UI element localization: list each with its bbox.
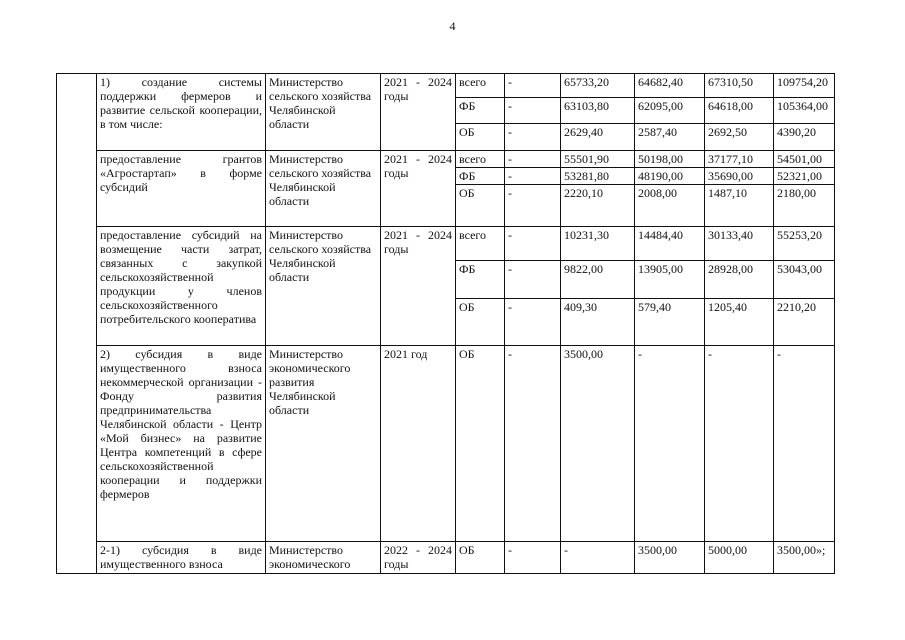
dash-cell: - xyxy=(505,542,561,574)
row-period: 2022 - 2024 годы xyxy=(381,542,456,574)
value-cell: 105364,00 xyxy=(774,98,835,124)
value-cell: - xyxy=(705,346,774,542)
row-name: предоставление субсидий на возмещение части затрат, связанных с закупкой сельскохозяйственной продукции у членов сельскохозяйственного потребительского кооператива xyxy=(97,227,266,346)
value-cell: 2220,10 xyxy=(561,185,635,227)
row-organization: Министерство сельского хозяйства Челябинской области xyxy=(266,227,381,346)
row-organization: Министерство экономического xyxy=(266,542,381,574)
value-cell: 109754,20 xyxy=(774,74,835,98)
value-cell: - xyxy=(774,346,835,542)
row-organization: Министерство сельского хозяйства Челябинской области xyxy=(266,74,381,151)
row-name: 2-1) субсидия в виде имущественного взноса xyxy=(97,542,266,574)
value-cell: 14484,40 xyxy=(635,227,705,261)
row-organization: Министерство сельского хозяйства Челябинской области xyxy=(266,151,381,227)
page-number: 4 xyxy=(449,19,456,33)
row-period: 2021 - 2024 годы xyxy=(381,151,456,227)
value-cell: 2587,40 xyxy=(635,124,705,151)
value-cell: 53281,80 xyxy=(561,168,635,185)
dash-cell: - xyxy=(505,227,561,261)
value-cell: 3500,00»; xyxy=(774,542,835,574)
row-name: 2) субсидия в виде имущественного взноса некоммерческой организации - Фонду развития предпринимательства Челябинской области - Центр «Мой бизнес» на развитие Центра компетенций в сфере сельскохозяйственной кооперации и поддержки фермеров xyxy=(97,346,266,542)
table-row xyxy=(57,151,835,168)
funding-source: всего xyxy=(456,74,505,98)
value-cell: 35690,00 xyxy=(705,168,774,185)
table-row xyxy=(57,227,835,261)
table-row xyxy=(57,74,835,98)
value-cell: 3500,00 xyxy=(561,346,635,542)
value-cell: 53043,00 xyxy=(774,261,835,299)
funding-source: ОБ xyxy=(456,299,505,346)
dash-cell: - xyxy=(505,185,561,227)
value-cell: 50198,00 xyxy=(635,151,705,168)
funding-source: всего xyxy=(456,227,505,261)
dash-cell: - xyxy=(505,124,561,151)
value-cell: 28928,00 xyxy=(705,261,774,299)
value-cell: 52321,00 xyxy=(774,168,835,185)
value-cell: 54501,00 xyxy=(774,151,835,168)
blank-column xyxy=(57,74,97,574)
value-cell: 2210,20 xyxy=(774,299,835,346)
value-cell: 64682,40 xyxy=(635,74,705,98)
value-cell: 30133,40 xyxy=(705,227,774,261)
value-cell: 65733,20 xyxy=(561,74,635,98)
dash-cell: - xyxy=(505,151,561,168)
dash-cell: - xyxy=(505,98,561,124)
funding-source: ОБ xyxy=(456,185,505,227)
value-cell: 409,30 xyxy=(561,299,635,346)
funding-source: ФБ xyxy=(456,98,505,124)
value-cell: 62095,00 xyxy=(635,98,705,124)
funding-source: ОБ xyxy=(456,346,505,542)
value-cell: - xyxy=(635,346,705,542)
row-period: 2021 - 2024 годы xyxy=(381,74,456,151)
dash-cell: - xyxy=(505,168,561,185)
value-cell: 55501,90 xyxy=(561,151,635,168)
value-cell: 48190,00 xyxy=(635,168,705,185)
value-cell: 2180,00 xyxy=(774,185,835,227)
table-row xyxy=(57,542,835,574)
funding-source: ФБ xyxy=(456,168,505,185)
value-cell: 2692,50 xyxy=(705,124,774,151)
funding-source: ОБ xyxy=(456,124,505,151)
dash-cell: - xyxy=(505,74,561,98)
funding-source: всего xyxy=(456,151,505,168)
value-cell: 9822,00 xyxy=(561,261,635,299)
value-cell: 579,40 xyxy=(635,299,705,346)
value-cell: 3500,00 xyxy=(635,542,705,574)
funding-source: ОБ xyxy=(456,542,505,574)
dash-cell: - xyxy=(505,346,561,542)
value-cell: - xyxy=(561,542,635,574)
value-cell: 5000,00 xyxy=(705,542,774,574)
value-cell: 2008,00 xyxy=(635,185,705,227)
value-cell: 13905,00 xyxy=(635,261,705,299)
program-table xyxy=(56,73,835,574)
dash-cell: - xyxy=(505,299,561,346)
row-period: 2021 - 2024 годы xyxy=(381,227,456,346)
value-cell: 64618,00 xyxy=(705,98,774,124)
value-cell: 1205,40 xyxy=(705,299,774,346)
value-cell: 55253,20 xyxy=(774,227,835,261)
value-cell: 4390,20 xyxy=(774,124,835,151)
value-cell: 10231,30 xyxy=(561,227,635,261)
value-cell: 37177,10 xyxy=(705,151,774,168)
value-cell: 67310,50 xyxy=(705,74,774,98)
row-name: предоставление грантов «Агростартап» в форме субсидий xyxy=(97,151,266,227)
value-cell: 63103,80 xyxy=(561,98,635,124)
row-period: 2021 год xyxy=(381,346,456,542)
table-row xyxy=(57,346,835,542)
row-organization: Министерство экономического развития Челябинской области xyxy=(266,346,381,542)
value-cell: 2629,40 xyxy=(561,124,635,151)
dash-cell: - xyxy=(505,261,561,299)
funding-source: ФБ xyxy=(456,261,505,299)
value-cell: 1487,10 xyxy=(705,185,774,227)
row-name: 1) создание системы поддержки фермеров и развитие сельской кооперации, в том числе: xyxy=(97,74,266,151)
